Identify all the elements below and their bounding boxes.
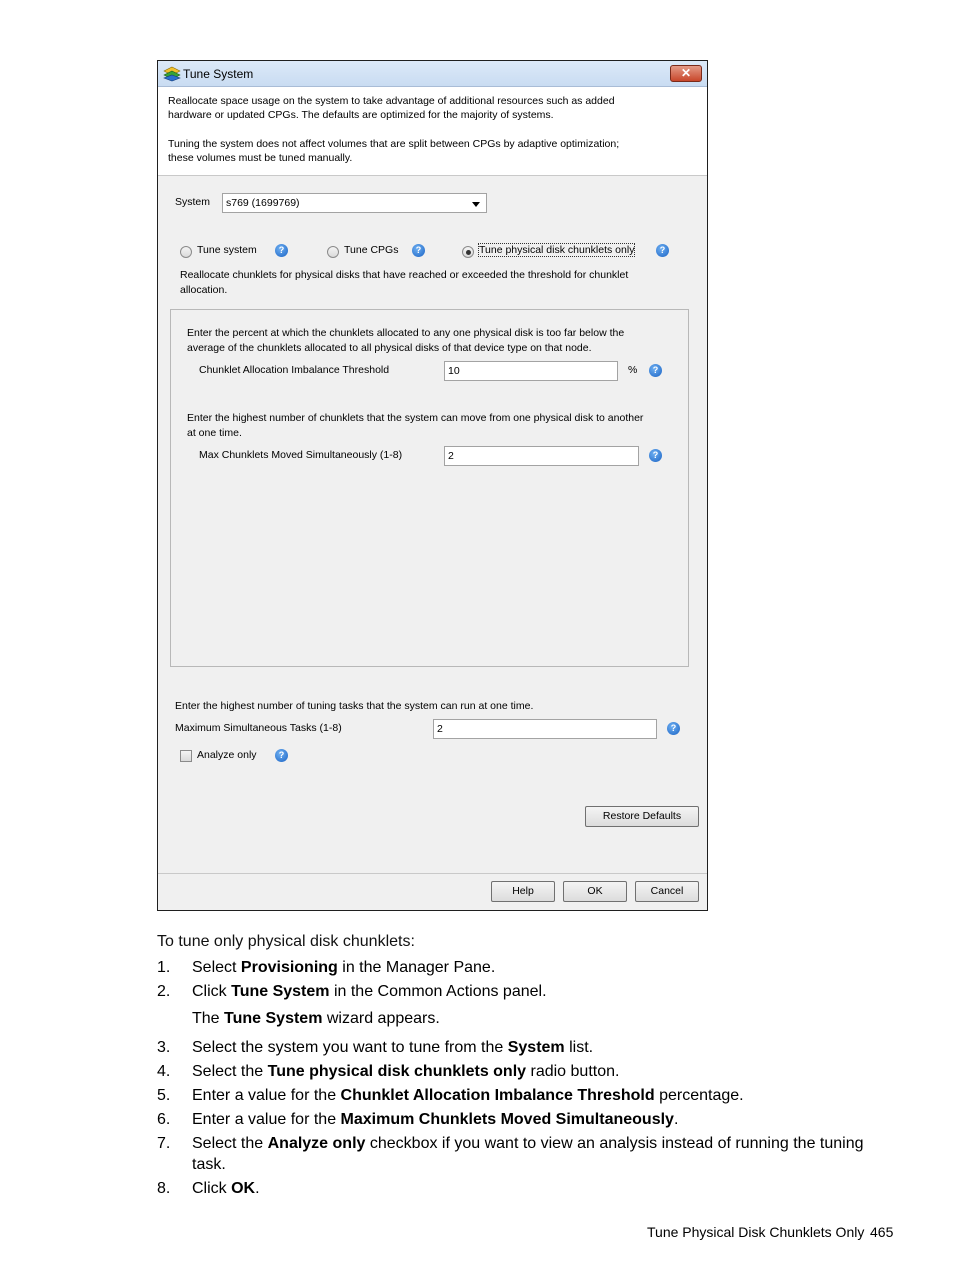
info-text-line: Reallocate space usage on the system to take advantage of additional resources such as added [168,95,615,107]
help-icon[interactable] [412,244,425,257]
step-text [192,959,495,977]
max-chunklets-description-line: at one time. [187,427,242,439]
step-text-part: Select the [192,1063,268,1080]
step-text-part: Click [192,1180,232,1197]
step-number: 4. [157,1063,171,1080]
help-glyph: ? [652,365,659,375]
help-glyph: ? [278,245,285,255]
system-label: System [175,196,211,208]
title-bar[interactable] [158,61,707,87]
radio-tune-cpgs[interactable] [327,246,339,258]
info-text-line: hardware or updated CPGs. The defaults are optimized for the majority of systems. [168,109,554,121]
step-text [192,1063,619,1081]
step-ui-term: Analyze only [267,1135,366,1152]
step-ui-term: Tune System [231,983,330,1000]
step-number: 2. [157,983,171,1000]
radio-tune-chunklets[interactable] [462,246,474,258]
step-ui-term: OK [231,1180,256,1197]
step-text-part: Enter a value for the [192,1087,341,1104]
analyze-only-label[interactable]: Analyze only [197,749,257,761]
step-ui-term: Provisioning [240,959,338,976]
threshold-description-line: Enter the percent at which the chunklets allocated to any one physical disk is too far below the [187,327,625,339]
max-tasks-input[interactable] [433,719,657,739]
step-text-part: Select the [192,1135,268,1152]
tasks-description: Enter the highest number of tuning tasks that the system can run at one time. [175,700,534,712]
step-text-part: list. [564,1039,594,1056]
chunklet-options-panel [170,309,689,667]
tune-system-dialog [157,60,708,911]
step-text-part: in the Manager Pane. [337,959,496,976]
step-text-part: . [255,1180,260,1197]
step-text-part: percentage. [654,1087,744,1104]
help-icon[interactable] [667,722,680,735]
max-chunklets-label: Max Chunklets Moved Simultaneously (1-8) [199,449,403,461]
help-icon[interactable] [649,364,662,377]
info-area [158,87,707,176]
threshold-input[interactable] [444,361,618,381]
footer-page-number: 465 [870,1224,894,1240]
tune-system-app-icon [163,66,181,82]
help-glyph: ? [670,723,677,733]
help-glyph: ? [652,450,659,460]
step-number: 6. [157,1111,171,1128]
radio-label-tune-system[interactable]: Tune system [197,244,257,256]
threshold-input-value: 10 [448,365,460,377]
help-icon[interactable] [275,749,288,762]
close-icon: ✕ [680,66,692,80]
max-chunklets-input[interactable] [444,446,639,466]
step-text-part: checkbox if you want to view an analysis instead of running the tuning [365,1135,864,1152]
restore-defaults-button[interactable]: Restore Defaults [585,806,699,827]
threshold-description-line: average of the chunklets allocated to all physical disks of that device type on that node. [187,342,592,354]
step-ui-term: Tune physical disk chunklets only [267,1063,527,1080]
max-chunklets-input-value: 2 [448,450,454,462]
system-select-value: s769 (1699769) [226,197,300,209]
step-text [192,1111,678,1129]
step-text-part: Select the system you want to tune from the [192,1039,508,1056]
step-number: 1. [157,959,171,976]
step-text-part: Enter a value for the [192,1111,341,1128]
radio-tune-system[interactable] [180,246,192,258]
help-glyph: ? [278,750,285,760]
step-text-part: The [192,1010,225,1027]
step-text-part: . [673,1111,679,1128]
help-icon[interactable] [649,449,662,462]
help-button[interactable]: Help [491,881,555,902]
step-text [192,1087,744,1105]
footer-divider [158,873,707,874]
help-glyph: ? [415,245,422,255]
step-text [192,1156,226,1174]
radio-label-tune-chunklets[interactable]: Tune physical disk chunklets only [479,244,635,256]
step-text-part: task. [192,1156,226,1173]
step-text [192,1135,864,1153]
step-ui-term: Tune System [224,1010,323,1027]
help-glyph: ? [659,245,666,255]
ok-button[interactable]: OK [563,881,627,902]
step-text [192,1010,440,1028]
close-button[interactable] [670,65,702,82]
radio-label-tune-cpgs[interactable]: Tune CPGs [344,244,399,256]
step-number: 3. [157,1039,171,1056]
percent-unit-label: % [628,364,638,376]
radio-description-line: Reallocate chunklets for physical disks that have reached or exceeded the threshold for chunklet [180,269,629,281]
help-icon[interactable] [275,244,288,257]
step-ui-term: System [507,1039,565,1056]
step-text [192,983,547,1001]
step-text [192,1039,593,1057]
radio-description-line: allocation. [180,284,228,296]
chevron-down-icon[interactable] [472,202,480,207]
help-icon[interactable] [656,244,669,257]
procedure-intro: To tune only physical disk chunklets: [157,933,415,950]
cancel-button[interactable]: Cancel [635,881,699,902]
step-number: 7. [157,1135,171,1152]
step-text [192,1180,260,1198]
step-text-part: radio button. [526,1063,620,1080]
step-text-part: in the Common Actions panel. [329,983,547,1000]
step-text-part: Click [192,983,232,1000]
dialog-title: Tune System [183,67,254,81]
tasks-label: Maximum Simultaneous Tasks (1-8) [175,722,342,734]
step-text-part: wizard appears. [322,1010,440,1027]
max-tasks-input-value: 2 [437,723,443,735]
step-ui-term: Chunklet Allocation Imbalance Threshold [340,1087,655,1104]
analyze-only-checkbox[interactable] [180,750,192,762]
info-text-line: these volumes must be tuned manually. [168,152,353,164]
step-text-part: Select [192,959,241,976]
system-select[interactable] [222,193,487,213]
footer-section-title: Tune Physical Disk Chunklets Only [647,1224,865,1240]
max-chunklets-description-line: Enter the highest number of chunklets that the system can move from one physical disk to another [187,412,644,424]
step-number: 8. [157,1180,171,1197]
info-text-line: Tuning the system does not affect volumes that are split between CPGs by adaptive optimization; [168,138,620,150]
step-ui-term: Maximum Chunklets Moved Simultaneously [340,1111,674,1128]
threshold-label: Chunklet Allocation Imbalance Threshold [199,364,390,376]
step-number: 5. [157,1087,171,1104]
